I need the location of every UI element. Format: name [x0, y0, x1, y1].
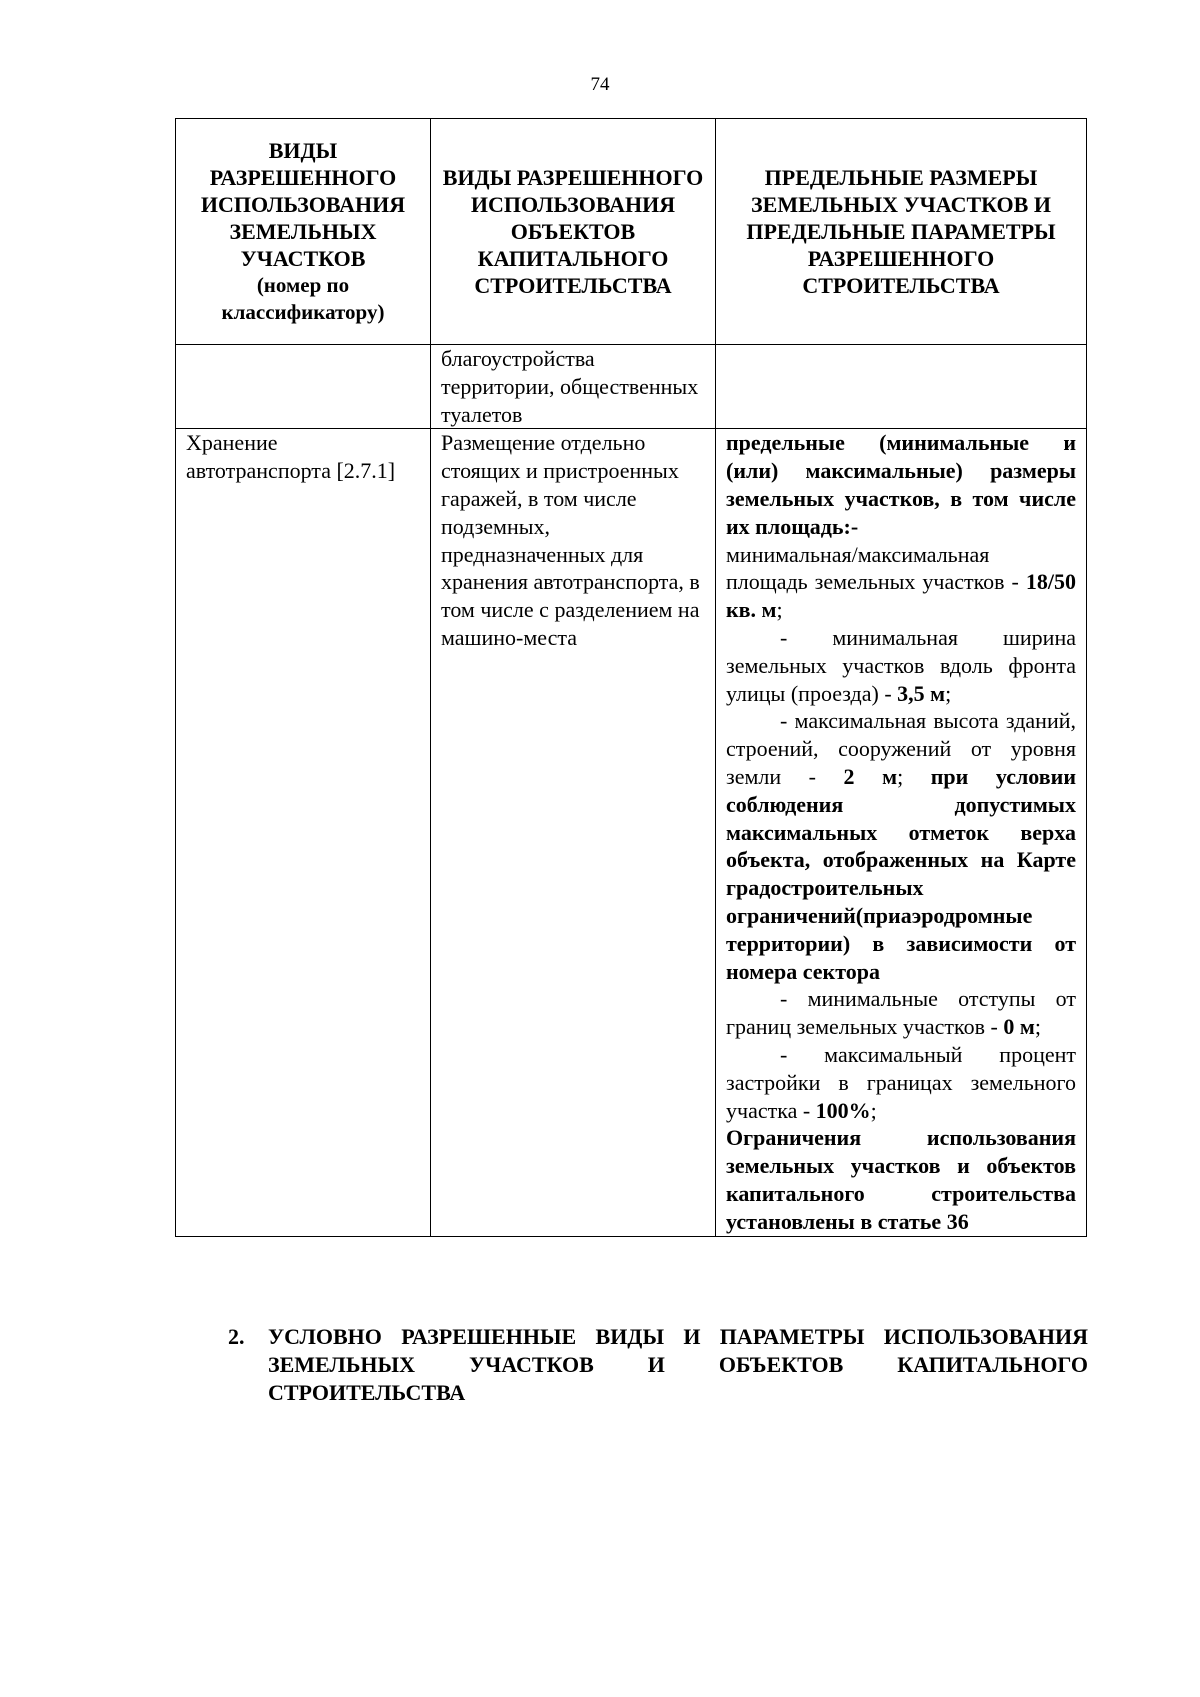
header-construction-use-types: ВИДЫ РАЗРЕШЕННОГО ИСПОЛЬЗОВАНИЯ ОБЪЕКТОВ КАПИТАЛЬНОГО СТРОИТЕЛЬСТВА	[431, 119, 716, 345]
param-sizes-intro: предельные (минимальные и (или) максимальные) размеры земельных участков, в том числе их площадь:-	[726, 430, 1076, 539]
cell-land-use-type: Хранение автотранспорта [2.7.1]	[176, 429, 431, 1236]
header-land-use-types	[176, 119, 431, 345]
table-row	[176, 429, 1087, 1236]
param-coverage: - максимальный процент застройки в границах земельного участка - 100%;	[726, 1041, 1076, 1123]
header-land-use-types-main: ВИДЫ РАЗРЕШЕННОГО ИСПОЛЬЗОВАНИЯ ЗЕМЕЛЬНЫХ УЧАСТКОВ	[200, 138, 406, 271]
cell-continuation-col3	[716, 345, 1087, 429]
table-row-continuation	[176, 345, 1087, 429]
param-area: минимальная/максимальная площадь земельных участков - 18/50 кв. м;	[726, 541, 1076, 623]
header-land-use-types-sub: (номер по классификатору)	[221, 273, 385, 324]
section-number: 2.	[228, 1324, 245, 1349]
cell-continuation-col2: благоустройства территории, общественных туалетов	[431, 345, 716, 429]
param-restrictions: Ограничения использования земельных участков и объектов капитального строительства установлены в статье 36	[726, 1125, 1076, 1234]
param-setbacks: - минимальные отступы от границ земельных участков - 0 м;	[726, 986, 1076, 1040]
table-header-row	[176, 119, 1087, 345]
zoning-table	[175, 118, 1087, 1237]
section-title: УСЛОВНО РАЗРЕШЕННЫЕ ВИДЫ И ПАРАМЕТРЫ ИСПОЛЬЗОВАНИЯ ЗЕМЕЛЬНЫХ УЧАСТКОВ И ОБЪЕКТОВ КАПИТАЛЬНОГО СТРОИТЕЛЬСТВА	[268, 1324, 1088, 1405]
param-width: - минимальная ширина земельных участков вдоль фронта улицы (проезда) - 3,5 м;	[726, 624, 1076, 706]
page-number: 74	[590, 74, 610, 95]
cell-limit-parameters	[716, 429, 1087, 1236]
section-heading	[220, 1323, 1088, 1407]
cell-construction-use-type: Размещение отдельно стоящих и пристроенных гаражей, в том числе подземных, предназначенных для хранения автотранспорта, в том числе с разделением на машино-места	[431, 429, 716, 1236]
cell-continuation-col1	[176, 345, 431, 429]
param-height: - максимальная высота зданий, строений, сооружений от уровня земли - 2 м; при условии соблюдения допустимых максимальных отметок верха объекта, отображенных на Карте градостроительных ограничений(приаэродромные территории) в зависимости от номера сектора	[726, 708, 1076, 984]
header-limit-parameters: ПРЕДЕЛЬНЫЕ РАЗМЕРЫ ЗЕМЕЛЬНЫХ УЧАСТКОВ И ПРЕДЕЛЬНЫЕ ПАРАМЕТРЫ РАЗРЕШЕННОГО СТРОИТЕЛЬСТВА	[716, 119, 1087, 345]
